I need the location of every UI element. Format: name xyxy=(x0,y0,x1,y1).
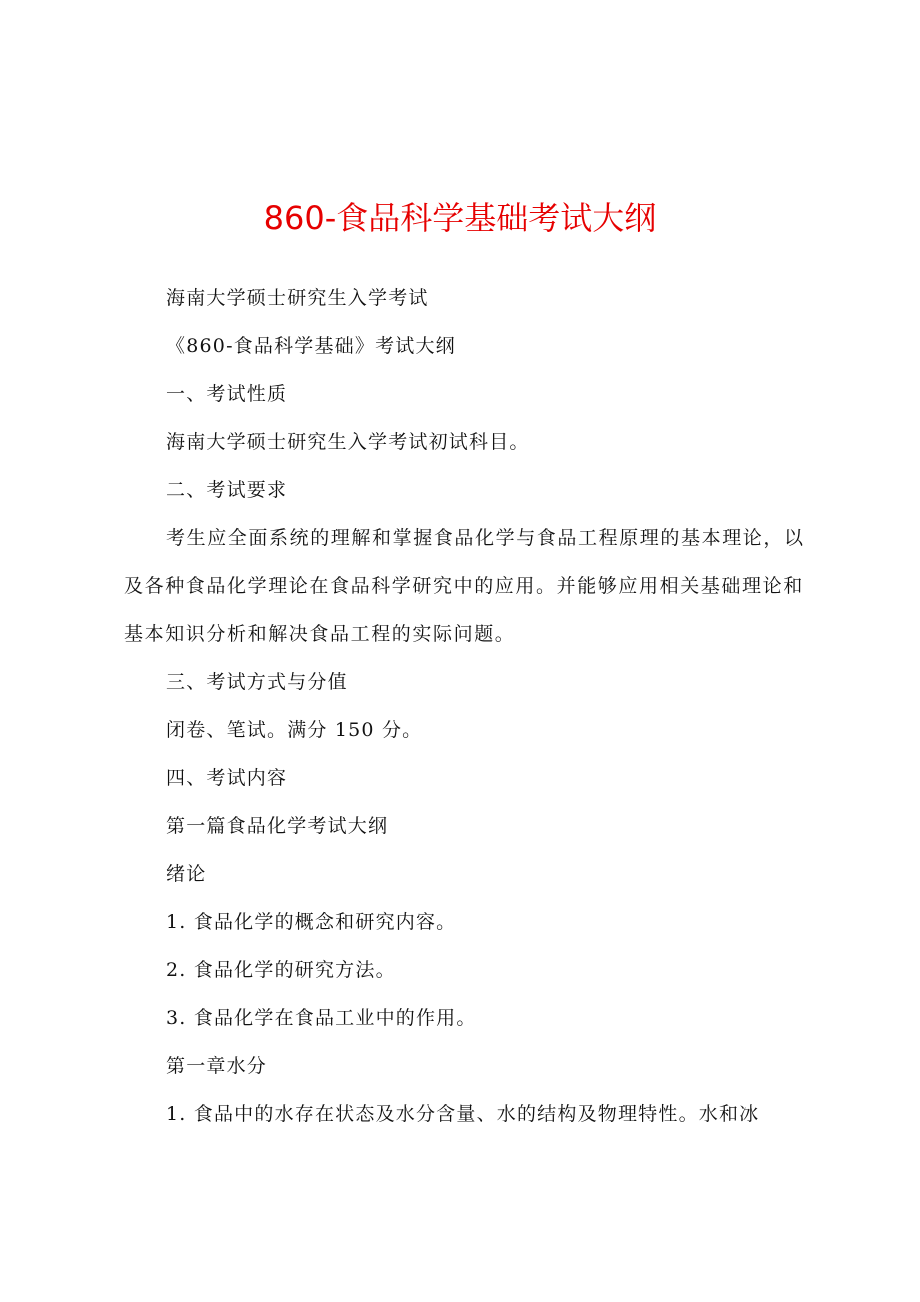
paragraph-exam-nature: 海南大学硕士研究生入学考试初试科目。 xyxy=(166,431,530,453)
paragraph-exam-requirements: 考生应全面系统的理解和掌握食品化学与食品工程原理的基本理论，以及各种食品化学理论在食品科学研究中的应用。并能够应用相关基础理论和基本知识分析和解决食品工程的实际问题。 xyxy=(124,527,805,645)
section-heading-exam-content: 四、考试内容 xyxy=(166,767,288,789)
part-heading-food-chemistry: 第一篇食品化学考试大纲 xyxy=(166,815,389,837)
document-title: 860-食品科学基础考试大纲 xyxy=(263,199,657,237)
section-heading-exam-format: 三、考试方式与分值 xyxy=(166,671,348,693)
list-item: 1. 食品中的水存在状态及水分含量、水的结构及物理特性。水和冰 xyxy=(166,1103,760,1125)
paragraph-exam-format: 闭卷、笔试。满分 150 分。 xyxy=(166,719,423,741)
chapter-heading-water: 第一章水分 xyxy=(166,1055,268,1077)
document-body xyxy=(124,274,808,1138)
list-item: 2. 食品化学的研究方法。 xyxy=(166,959,396,981)
paragraph-university-exam: 海南大学硕士研究生入学考试 xyxy=(166,287,429,309)
section-heading-exam-requirements: 二、考试要求 xyxy=(166,479,288,501)
paragraph-syllabus-name: 《860-食品科学基础》考试大纲 xyxy=(166,335,456,357)
list-item: 1. 食品化学的概念和研究内容。 xyxy=(166,911,457,933)
chapter-heading-introduction: 绪论 xyxy=(166,863,207,885)
section-heading-exam-nature: 一、考试性质 xyxy=(166,383,288,405)
list-item: 3. 食品化学在食品工业中的作用。 xyxy=(166,1007,477,1029)
